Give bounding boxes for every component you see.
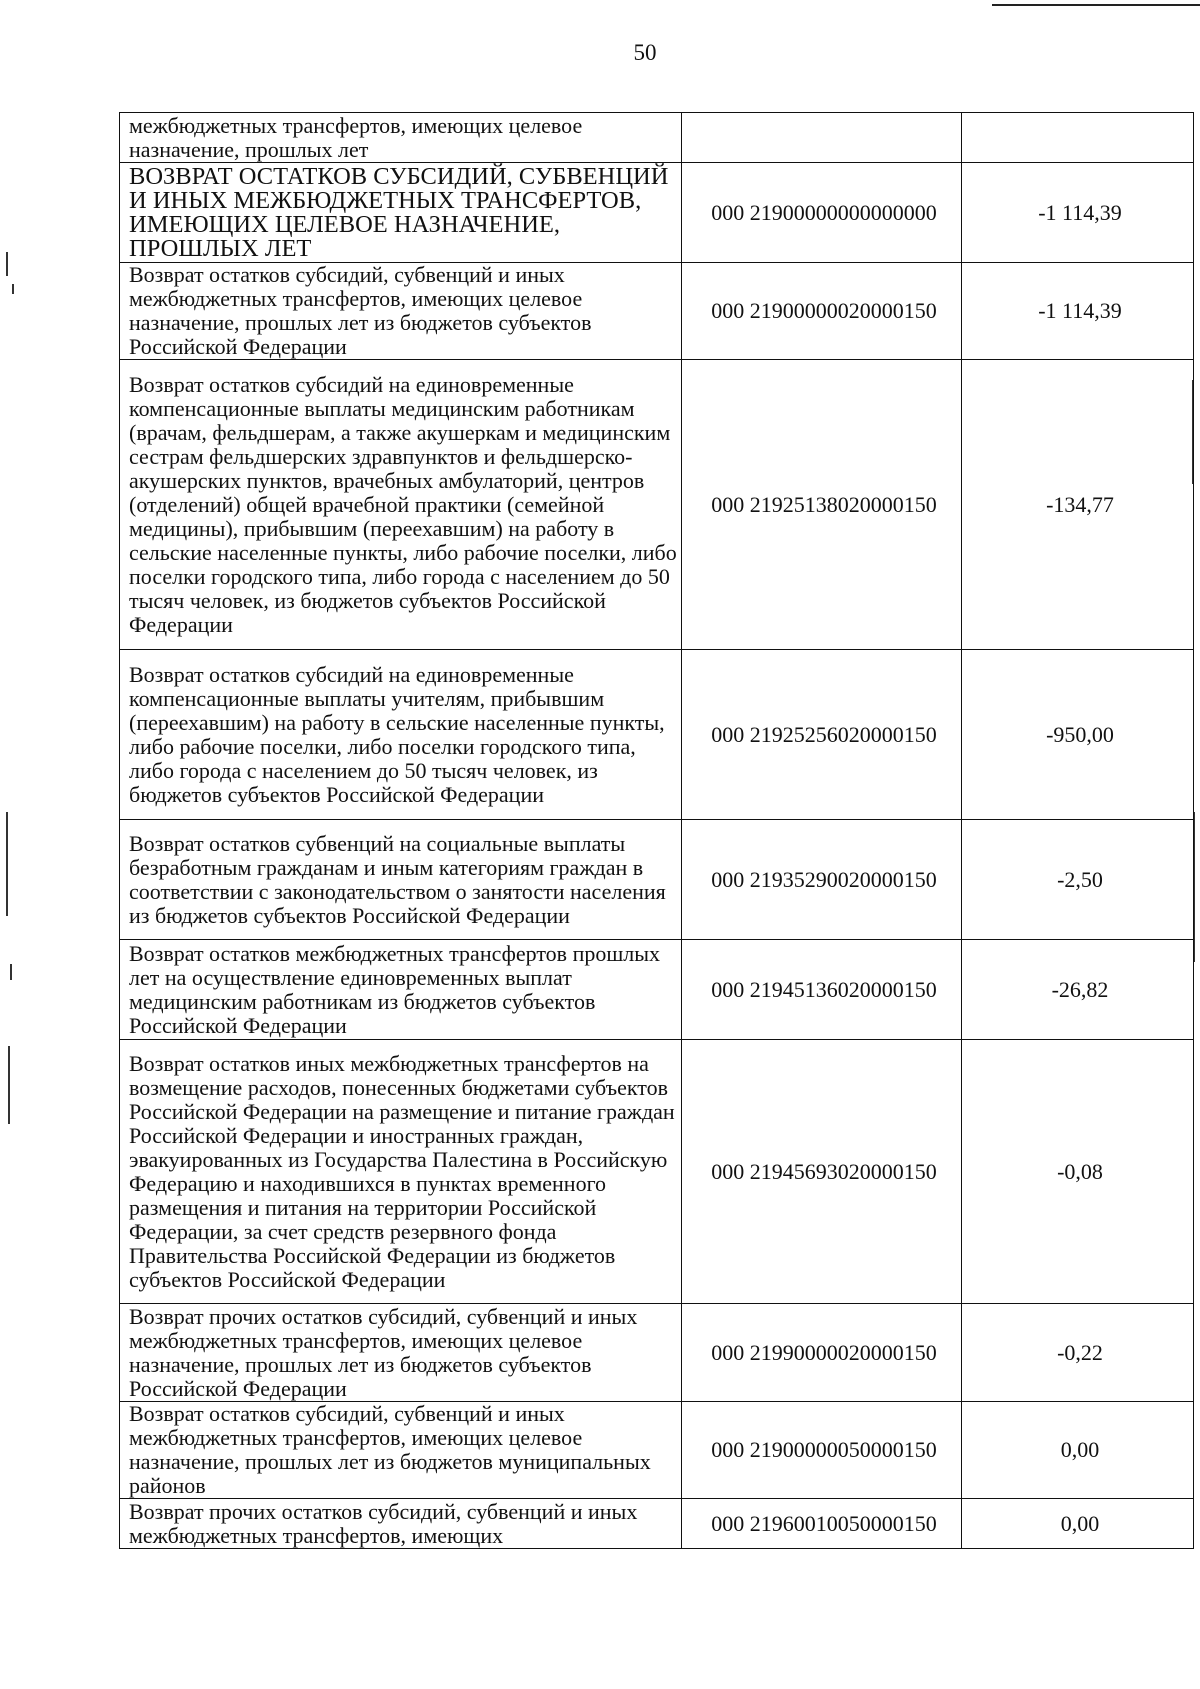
row-code: 000 21935290020000150 <box>682 820 962 940</box>
row-amount: 0,00 <box>962 1499 1194 1549</box>
scan-mark <box>10 964 12 980</box>
table-row <box>120 360 1194 650</box>
row-amount: -1 114,39 <box>962 263 1194 360</box>
row-code: 000 21900000050000150 <box>682 1402 962 1499</box>
row-amount: -134,77 <box>962 360 1194 650</box>
row-code <box>682 113 962 163</box>
row-name: Возврат остатков субсидий на единовременные компенсационные выплаты медицинским работникам (врачам, фельдшерам, а также акушеркам и медицинским сестрам фельдшерских здравпунктов и фельдшерско-акушерских пунктов, врачебных амбулаторий, центров (отделений) общей врачебной практики (семейной медицины), прибывшим (переехавшим) на работу в сельские населенные пункты, либо рабочие поселки, либо поселки городского типа, либо города с населением до 50 тысяч человек, из бюджетов субъектов Российской Федерации <box>120 360 682 650</box>
row-code: 000 21945693020000150 <box>682 1040 962 1304</box>
table-row <box>120 113 1194 163</box>
table-row <box>120 820 1194 940</box>
row-name: Возврат остатков иных межбюджетных трансфертов на возмещение расходов, понесенных бюджетами субъектов Российской Федерации на размещение и питание граждан Российской Федерации и иностранных граждан, эвакуированных из Государства Палестина в Российскую Федерацию и находившихся в пунктах временного размещения и питания на территории Российской Федерации, за счет средств резервного фонда Правительства Российской Федерации из бюджетов субъектов Российской Федерации <box>120 1040 682 1304</box>
row-code: 000 21925138020000150 <box>682 360 962 650</box>
row-name: Возврат остатков субсидий на единовременные компенсационные выплаты учителям, прибывшим (переехавшим) на работу в сельские населенные пункты, либо рабочие поселки, либо поселки городского типа, либо города с населением до 50 тысяч человек, из бюджетов субъектов Российской Федерации <box>120 650 682 820</box>
page-number: 50 <box>633 40 657 65</box>
table-row <box>120 650 1194 820</box>
row-code: 000 21945136020000150 <box>682 940 962 1040</box>
row-code: 000 21960010050000150 <box>682 1499 962 1549</box>
table-row <box>120 1402 1194 1499</box>
row-amount: -0,22 <box>962 1304 1194 1402</box>
row-amount: -26,82 <box>962 940 1194 1040</box>
row-amount: -1 114,39 <box>962 163 1194 263</box>
row-code: 000 21900000020000150 <box>682 263 962 360</box>
top-edge-rule <box>992 4 1200 6</box>
table-row <box>120 940 1194 1040</box>
budget-table <box>119 112 1194 1549</box>
row-name: Возврат прочих остатков субсидий, субвенций и иных межбюджетных трансфертов, имеющих <box>120 1499 682 1549</box>
table-row <box>120 1499 1194 1549</box>
row-name: Возврат остатков субвенций на социальные выплаты безработным гражданам и иным категориям граждан в соответствии с законодательством о занятости населения из бюджетов субъектов Российской Федерации <box>120 820 682 940</box>
row-amount: 0,00 <box>962 1402 1194 1499</box>
table-row <box>120 1040 1194 1304</box>
row-code: 000 21900000000000000 <box>682 163 962 263</box>
row-name: Возврат остатков субсидий, субвенций и иных межбюджетных трансфертов, имеющих целевое назначение, прошлых лет из бюджетов субъектов Российской Федерации <box>120 263 682 360</box>
row-name: ВОЗВРАТ ОСТАТКОВ СУБСИДИЙ, СУБВЕНЦИЙ И ИНЫХ МЕЖБЮДЖЕТНЫХ ТРАНСФЕРТОВ, ИМЕЮЩИХ ЦЕЛЕВОЕ НАЗНАЧЕНИЕ, ПРОШЛЫХ ЛЕТ <box>120 163 682 263</box>
row-code: 000 21990000020000150 <box>682 1304 962 1402</box>
row-name: Возврат остатков субсидий, субвенций и иных межбюджетных трансфертов, имеющих целевое назначение, прошлых лет из бюджетов муниципальных районов <box>120 1402 682 1499</box>
row-amount: -950,00 <box>962 650 1194 820</box>
row-name: Возврат остатков межбюджетных трансфертов прошлых лет на осуществление единовременных выплат медицинским работникам из бюджетов субъектов Российской Федерации <box>120 940 682 1040</box>
row-name: Возврат прочих остатков субсидий, субвенций и иных межбюджетных трансфертов, имеющих целевое назначение, прошлых лет из бюджетов субъектов Российской Федерации <box>120 1304 682 1402</box>
row-code: 000 21925256020000150 <box>682 650 962 820</box>
table-row <box>120 263 1194 360</box>
scan-mark <box>6 252 8 276</box>
scan-mark <box>12 284 14 294</box>
row-amount <box>962 113 1194 163</box>
row-amount: -2,50 <box>962 820 1194 940</box>
table-row <box>120 1304 1194 1402</box>
table-row <box>120 163 1194 263</box>
row-name: межбюджетных трансфертов, имеющих целевое назначение, прошлых лет <box>120 113 682 163</box>
row-amount: -0,08 <box>962 1040 1194 1304</box>
scan-mark <box>8 1046 10 1124</box>
scan-mark <box>6 812 8 916</box>
